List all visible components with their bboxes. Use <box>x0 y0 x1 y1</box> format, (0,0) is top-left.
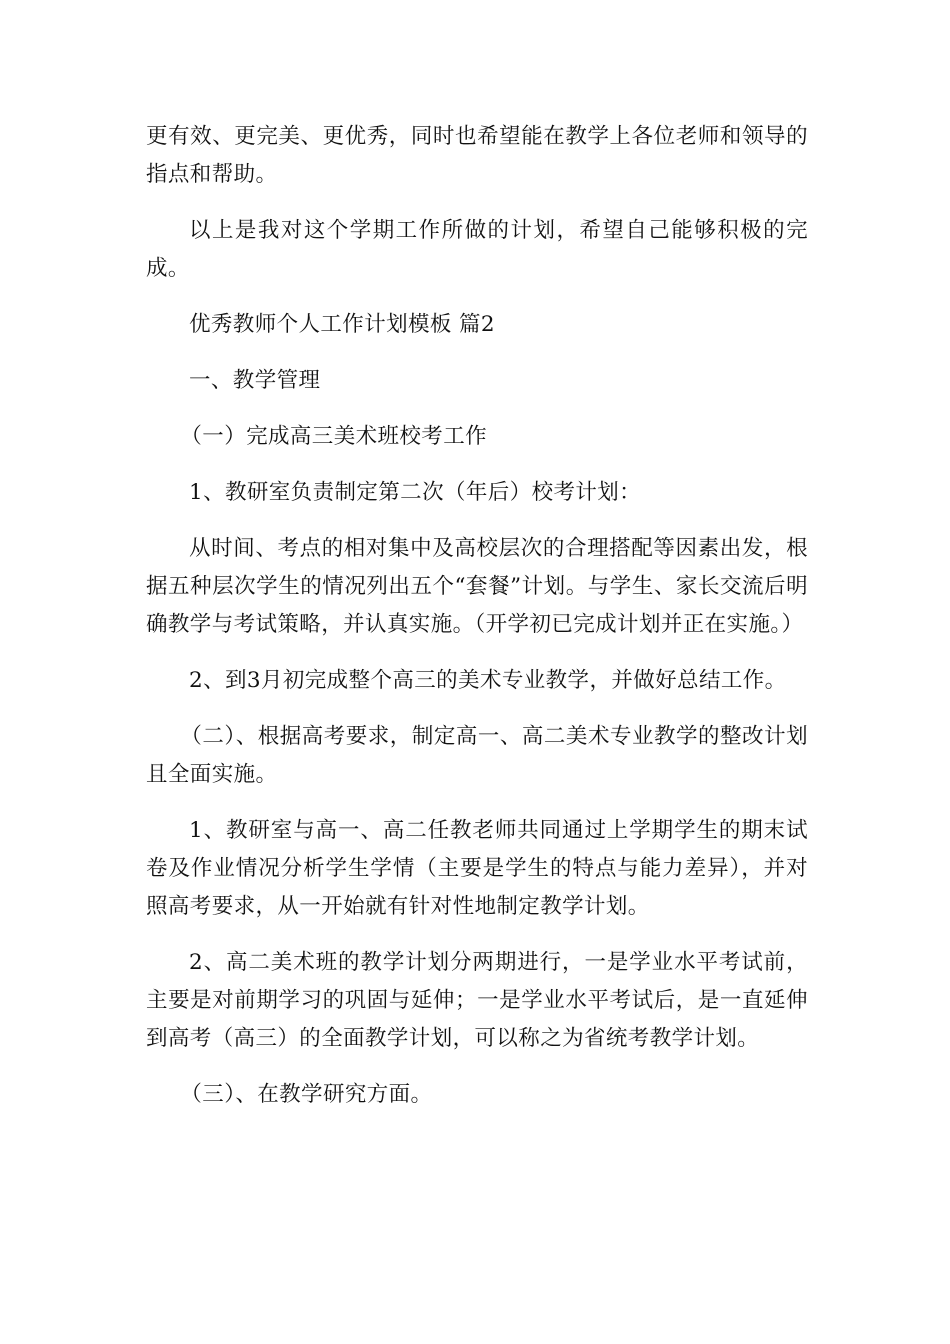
subheading-1: （一）完成高三美术班校考工作 <box>180 424 487 449</box>
list-item-2-1: 1、教研室与高一、高二任教老师共同通过上学期学生的期末试卷及作业情况分析学生学情（主要是学生的特点与能力差异），并对照高考要求，从一开始就有针对性地制定教学计划。 <box>146 818 808 919</box>
list-item-1-2: 2、到3月初完成整个高三的美术专业教学，并做好总结工作。 <box>189 668 787 693</box>
section-title: 优秀教师个人工作计划模板 篇2 <box>189 312 496 337</box>
list-item-1-1: 1、教研室负责制定第二次（年后）校考计划： <box>189 480 642 505</box>
list-item-2-2: 2、高二美术班的教学计划分两期进行，一是学业水平考试前，主要是对前期学习的巩固与延伸；一是学业水平考试后，是一直延伸到高考（高三）的全面教学计划，可以称之为省统考教学计划。 <box>146 950 808 1051</box>
document-body <box>146 118 808 1132</box>
paragraph-conclusion: 以上是我对这个学期工作所做的计划，希望自己能够积极的完成。 <box>146 218 808 281</box>
paragraph-exam-plan: 从时间、考点的相对集中及高校层次的合理搭配等因素出发，根据五种层次学生的情况列出五个“套餐”计划。与学生、家长交流后明确教学与考试策略，并认真实施。（开学初已完成计划并正在实施。） <box>146 536 808 637</box>
heading-teaching-management: 一、教学管理 <box>189 368 321 393</box>
subheading-3: （三）、在教学研究方面。 <box>180 1082 433 1107</box>
subheading-2: （二）、根据高考要求，制定高一、高二美术专业教学的整改计划且全面实施。 <box>146 724 808 787</box>
paragraph-continuation: 更有效、更完美、更优秀，同时也希望能在教学上各位老师和领导的指点和帮助。 <box>146 124 808 187</box>
